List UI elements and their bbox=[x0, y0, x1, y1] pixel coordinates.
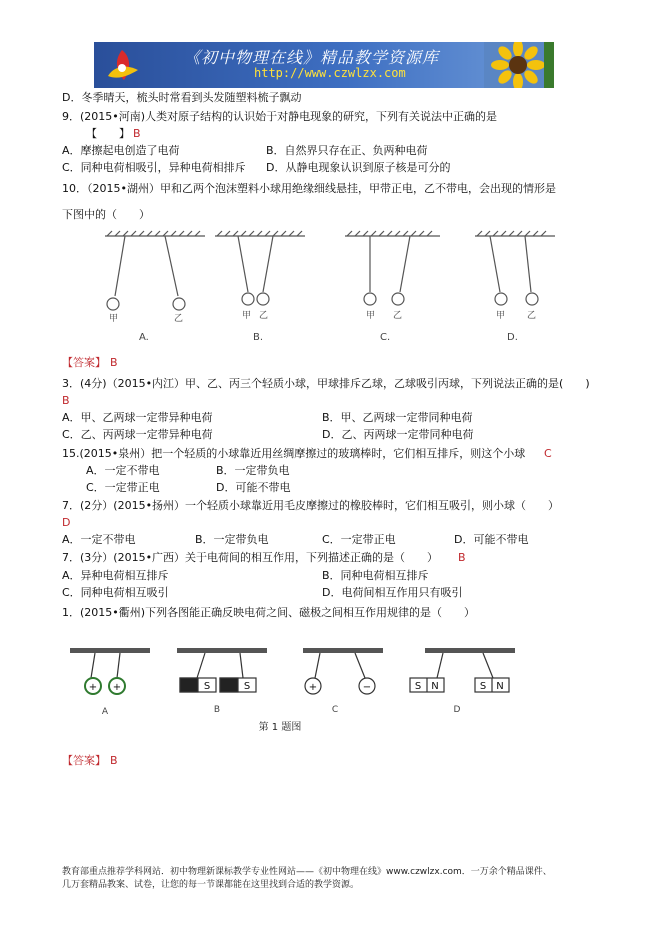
fig1-plus-c: + bbox=[308, 682, 318, 693]
fig10-label-a: A. bbox=[139, 332, 149, 343]
answer-10: B bbox=[110, 356, 118, 369]
footer-line-2: 几万套精品教案、试卷，让您的每一节课都能在这里找到合适的教学资源。 bbox=[62, 880, 360, 890]
q3-option-a: A．甲、乙两球一定带异种电荷 bbox=[62, 411, 213, 424]
fig1-plus-a2: + bbox=[112, 682, 122, 693]
question-7-yangzhou: 7．(2分）(2015•扬州）一个轻质小球靠近用毛皮摩擦过的橡胶棒时，它们相互吸引，则小球（ ） bbox=[62, 499, 560, 512]
question-10-cont: 下图中的（ ） bbox=[62, 208, 150, 221]
banner-title: 《初中物理在线》精品教学资源库 bbox=[184, 48, 440, 67]
ball-yi-a: 乙 bbox=[174, 314, 184, 324]
ball-jia-a: 甲 bbox=[109, 314, 119, 324]
fig1-plus-a1: + bbox=[88, 682, 98, 693]
fig10-label-d: D. bbox=[507, 332, 518, 343]
q15-answer: C bbox=[544, 447, 552, 460]
q9-option-d: D．从静电现象认识到原子核是可分的 bbox=[266, 161, 451, 174]
q1-figure bbox=[65, 640, 535, 740]
fig1-s-b2: S bbox=[243, 681, 251, 692]
fig1-s-d1: S bbox=[414, 681, 422, 692]
fig1-label-c: C bbox=[331, 705, 339, 715]
q15-option-a: A．一定不带电 bbox=[86, 464, 160, 477]
q7b-option-b: B．同种电荷相互排斥 bbox=[322, 569, 429, 582]
fig1-minus-c: − bbox=[362, 682, 372, 693]
q7a-option-c: C．一定带正电 bbox=[322, 533, 396, 546]
q9-option-a: A．摩擦起电创造了电荷 bbox=[62, 144, 180, 157]
footer-line-1: 教育部重点推荐学科网站．初中物理新课标教学专业性网站——《初中物理在线》www.czwlzx.com．一万余个精品课件、 bbox=[62, 867, 552, 877]
q7a-option-b: B．一定带负电 bbox=[195, 533, 269, 546]
fig10-label-c: C. bbox=[380, 332, 391, 343]
q7a-option-d: D．可能不带电 bbox=[454, 533, 529, 546]
banner-url[interactable]: http://www.czwlzx.com bbox=[254, 66, 406, 80]
ball-yi-c: 乙 bbox=[393, 311, 403, 321]
answer-label-10: 【答案】 bbox=[62, 356, 106, 369]
header-banner bbox=[94, 42, 554, 88]
fig1-s-d2: S bbox=[479, 681, 487, 692]
q9-option-c: C．同种电荷相吸引，异种电荷相排斥 bbox=[62, 161, 246, 174]
question-7-guangxi: 7．(3分）(2015•广西）关于电荷间的相互作用，下列描述正确的是（ ） bbox=[62, 551, 439, 564]
q3-option-c: C．乙、丙两球一定带异种电荷 bbox=[62, 428, 213, 441]
fig1-s-b1: S bbox=[203, 681, 211, 692]
q15-option-d: D．可能不带电 bbox=[216, 481, 291, 494]
ball-yi-d: 乙 bbox=[527, 311, 537, 321]
q3-option-d: D．乙、丙两球一定带同种电荷 bbox=[322, 428, 474, 441]
q15-option-b: B．一定带负电 bbox=[216, 464, 290, 477]
q3-answer: B bbox=[62, 394, 70, 407]
q15-option-c: C．一定带正电 bbox=[86, 481, 160, 494]
answer-label-1: 【答案】 bbox=[62, 754, 106, 767]
site-logo-icon bbox=[100, 46, 144, 84]
q7a-option-a: A．一定不带电 bbox=[62, 533, 136, 546]
question-15: 15.(2015•泉州）把一个轻质的小球靠近用丝绸摩擦过的玻璃棒时，它们相互排斥，则这个小球 bbox=[62, 447, 526, 460]
fig1-caption: 第 1 题图 bbox=[258, 722, 302, 733]
fig1-label-a: A bbox=[101, 707, 109, 717]
q7a-answer: D bbox=[62, 516, 71, 529]
fig10-label-b: B. bbox=[253, 332, 264, 343]
question-3: 3．(4分)（2015•内江）甲、乙、丙三个轻质小球，甲球排斥乙球，乙球吸引丙球，下列说法正确的是( ) bbox=[62, 377, 590, 390]
q7b-option-d: D．电荷间相互作用只有吸引 bbox=[322, 586, 463, 599]
ball-jia-c: 甲 bbox=[366, 311, 376, 321]
q9-answer: B bbox=[133, 127, 141, 140]
ball-jia-d: 甲 bbox=[496, 311, 506, 321]
question-9: 9．(2015•河南)人类对原子结构的认识始于对静电现象的研究，下列有关说法中正确的是 bbox=[62, 110, 498, 123]
fig1-label-b: B bbox=[213, 705, 221, 715]
q7b-answer: B bbox=[458, 551, 466, 564]
ball-yi-b: 乙 bbox=[259, 311, 269, 321]
option-d-prev: D．冬季晴天，梳头时常看到头发随塑料梳子飘动 bbox=[62, 91, 302, 104]
q10-figure bbox=[95, 226, 555, 346]
question-10: 10．（2015•湖州）甲和乙两个泡沫塑料小球用绝缘细线悬挂，甲带正电，乙不带电，会出现的情形是 bbox=[62, 182, 556, 195]
fig1-n-d2: N bbox=[496, 681, 504, 692]
question-1: 1．(2015•衢州)下列各图能正确反映电荷之间、磁极之间相互作用规律的是（ ） bbox=[62, 606, 476, 619]
fig1-label-d: D bbox=[453, 705, 461, 715]
q9-bracket: 【 】 bbox=[86, 127, 130, 140]
sunflower-icon bbox=[484, 42, 554, 88]
q7b-option-a: A．异种电荷相互排斥 bbox=[62, 569, 169, 582]
page-footer bbox=[62, 866, 552, 892]
ball-jia-b: 甲 bbox=[242, 311, 252, 321]
q9-option-b: B．自然界只存在正、负两种电荷 bbox=[266, 144, 428, 157]
q3-option-b: B．甲、乙两球一定带同种电荷 bbox=[322, 411, 473, 424]
fig1-n-d1: N bbox=[431, 681, 439, 692]
answer-1: B bbox=[110, 754, 118, 767]
q7b-option-c: C．同种电荷相互吸引 bbox=[62, 586, 169, 599]
